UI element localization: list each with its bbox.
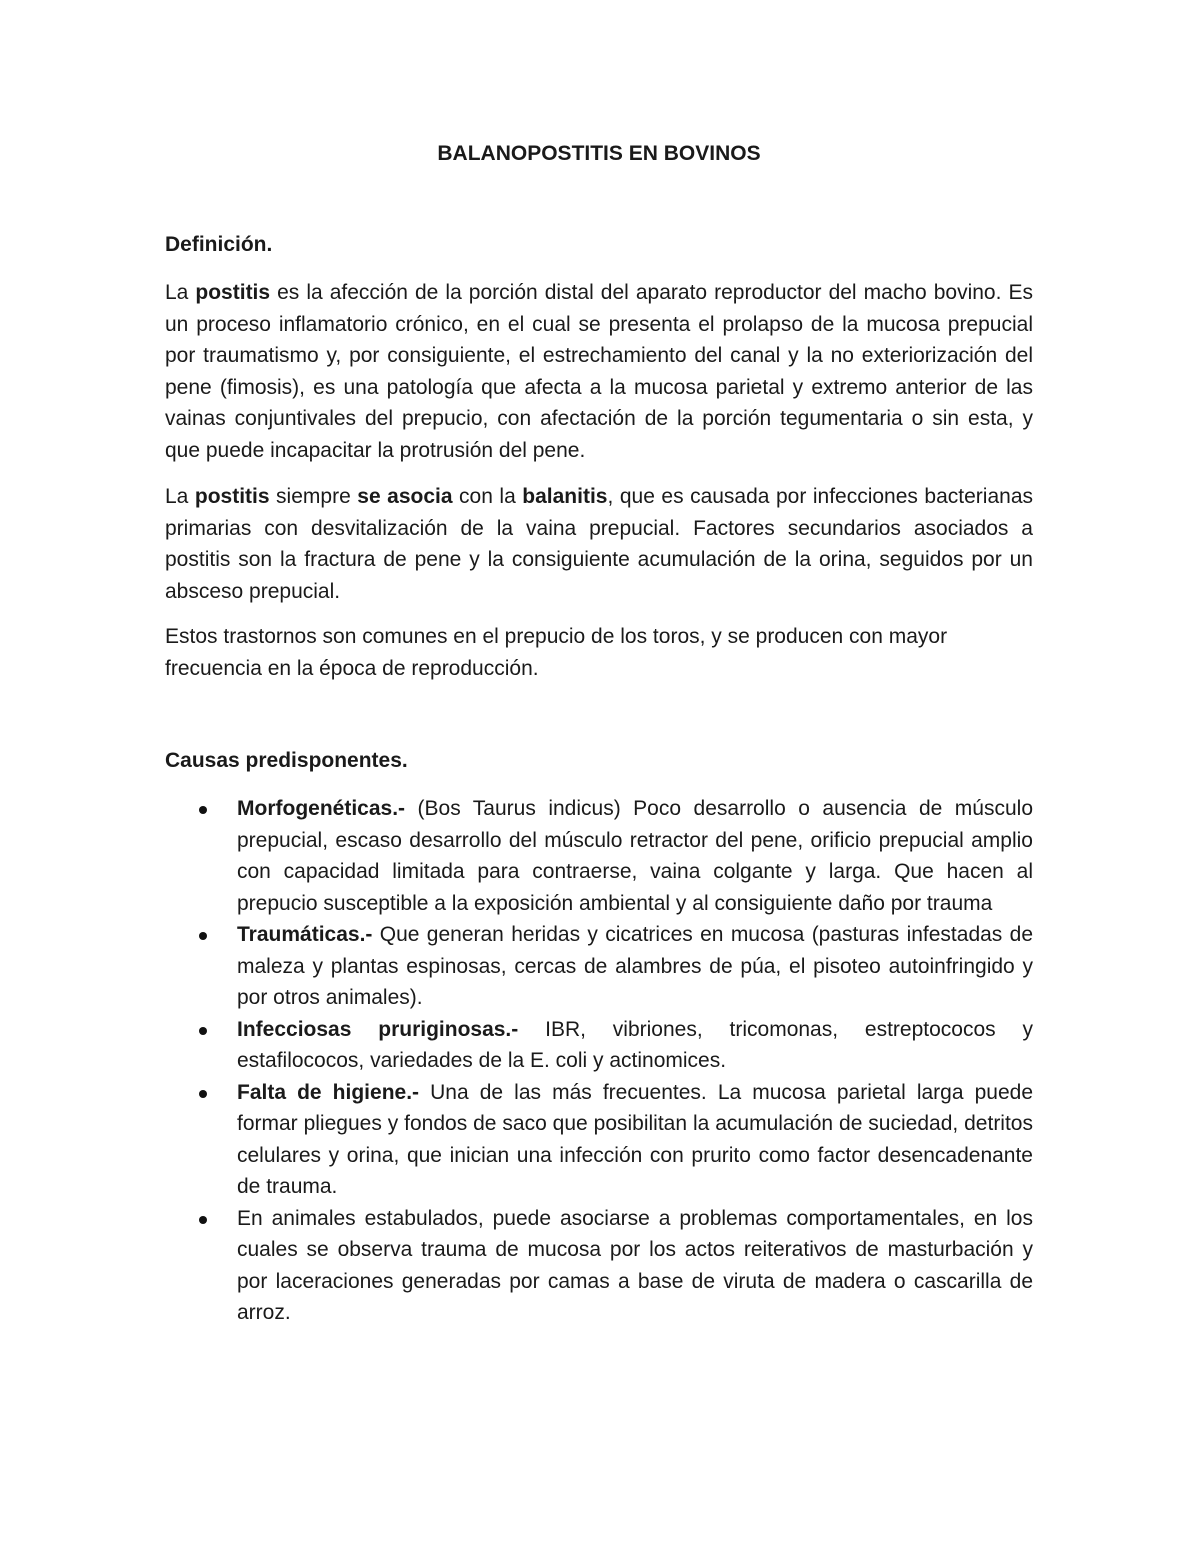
text-run: La (165, 281, 196, 304)
paragraph-definicion-2 (165, 481, 1033, 607)
text-run: , que es causada por infecciones bacterianas primarias con desvitalización de la vaina prepucial. Factores secundarios asociados a postitis son la fractura de pene y la consiguiente acumulación de la orina, seguidos por un absceso prepucial. (165, 485, 1033, 603)
bold-term-postitis: postitis (194, 485, 270, 508)
list-item (165, 1203, 1033, 1329)
list-item-label: Infecciosas pruriginosas.- (237, 1017, 519, 1041)
section-heading-definicion: Definición. (165, 233, 273, 256)
list-item-text: (Bos Taurus indicus) Poco desarrollo o ausencia de músculo prepucial, escaso desarrollo del músculo retractor del pene, orificio prepucial amplio con capacidad limitada para contraerse, vaina colgante y larga. Que hacen al prepucio susceptible a la exposición ambiental y al consiguiente daño por trauma (237, 797, 1033, 915)
text-run: siempre (269, 485, 358, 508)
paragraph-definicion-1 (165, 277, 1033, 466)
bold-term-se-asocia: se asocia (357, 485, 453, 508)
bullet-icon (199, 1027, 207, 1035)
text-run: La (165, 485, 195, 508)
bullet-icon (199, 1090, 207, 1098)
list-item (165, 793, 1033, 919)
bullet-icon (199, 932, 207, 940)
list-item-label: Falta de higiene.- (237, 1080, 420, 1104)
list-item-text: Que generan heridas y cicatrices en mucosa (pasturas infestadas de maleza y plantas espinosas, cercas de alambres de púa, el pisoteo autoinfringido y por otros animales). (237, 923, 1033, 1009)
bullet-icon (199, 806, 207, 814)
section-heading-causas: Causas predisponentes. (165, 749, 408, 772)
list-item (165, 1014, 1033, 1077)
list-item-label: Morfogenéticas.- (237, 797, 406, 820)
list-item-text: En animales estabulados, puede asociarse a problemas comportamentales, en los cuales se observa trauma de mucosa por los actos reiterativos de masturbación y por laceraciones generadas por camas a base de viruta de madera o cascarilla de arroz. (237, 1206, 1033, 1324)
bullet-icon (199, 1216, 207, 1224)
text-run: con la (452, 485, 523, 508)
list-item (165, 919, 1033, 1014)
bold-term-balanitis: balanitis (522, 485, 608, 508)
list-item-text: IBR, vibriones, tricomonas, estreptococos y estafilococos, variedades de la E. coli y actinomices. (237, 1017, 1033, 1072)
list-item (165, 1077, 1033, 1203)
bold-term-postitis: postitis (195, 281, 271, 304)
text-run: es la afección de la porción distal del aparato reproductor del macho bovino. Es un proceso inflamatorio crónico, en el cual se presenta el prolapso de la mucosa prepucial por traumatismo y, por consiguiente, el estrechamiento del canal y la no exteriorización del pene (fimosis), es una patología que afecta a la mucosa parietal y extremo anterior de las vainas conjuntivales del prepucio, con afectación de la porción tegumentaria o sin esta, y que puede incapacitar la protrusión del pene. (165, 281, 1033, 462)
paragraph-definicion-3: Estos trastornos son comunes en el prepucio de los toros, y se producen con mayor frecuencia en la época de reproducción. (165, 625, 948, 680)
document-title: BALANOPOSTITIS EN BOVINOS (437, 142, 761, 165)
list-item-text: Una de las más frecuentes. La mucosa parietal larga puede formar pliegues y fondos de saco que posibilitan la acumulación de suciedad, detritos celulares y orina, que inician una infección con prurito como factor desencadenante de trauma. (237, 1080, 1033, 1198)
list-item-label: Traumáticas.- (237, 923, 373, 946)
causas-list (165, 793, 1033, 1329)
